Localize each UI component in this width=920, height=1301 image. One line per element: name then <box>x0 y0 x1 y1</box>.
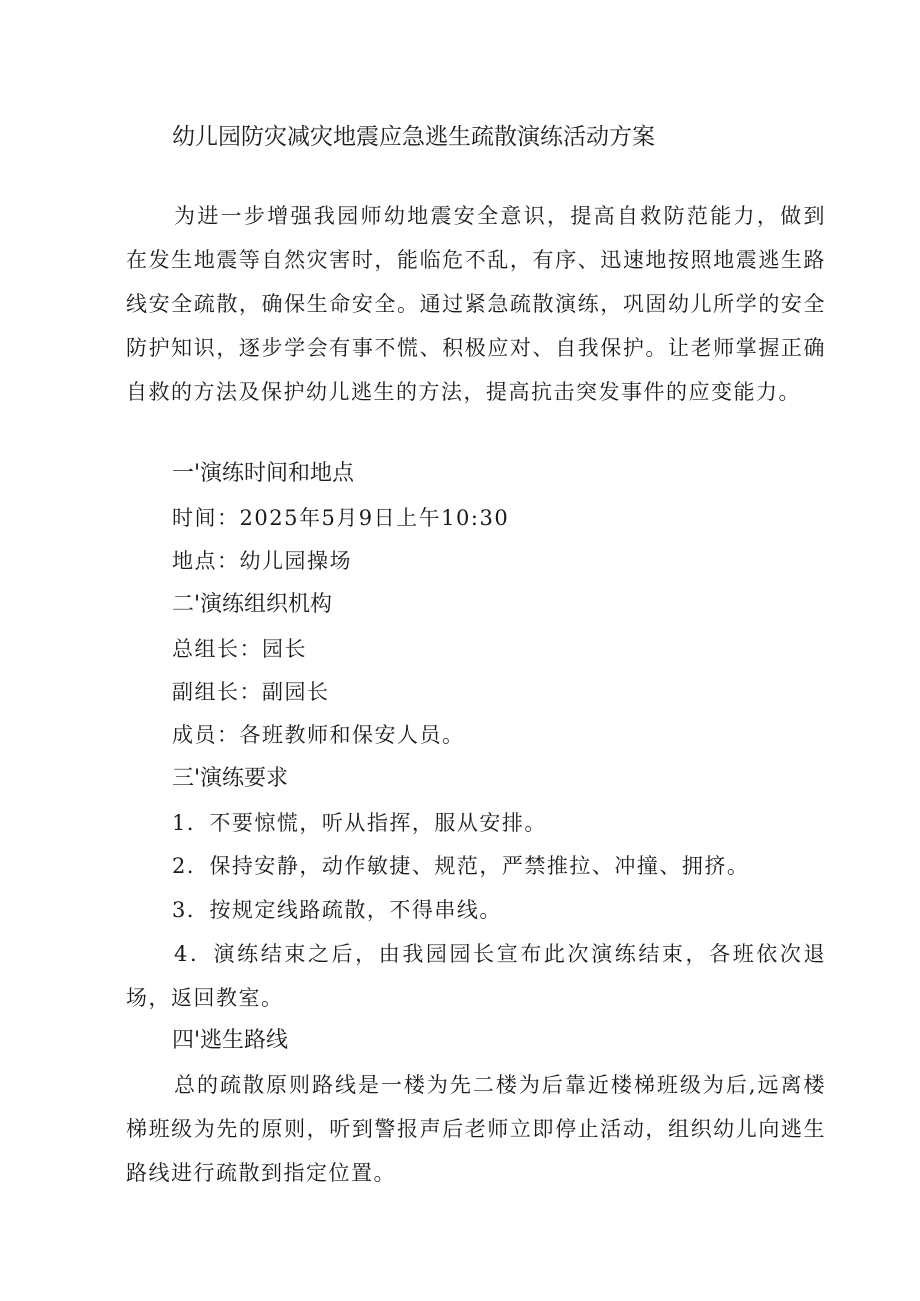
requirement-item-4: 4．演练结束之后，由我园园长宣布此次演练结束，各班依次退场，返回教室。 <box>126 942 826 1010</box>
section-heading-time-place: 一'演练时间和地点 <box>172 461 355 486</box>
members: 成员：各班教师和保安人员。 <box>172 723 465 747</box>
drill-place: 地点：幼儿园操场 <box>172 549 352 573</box>
escape-route-paragraph: 总的疏散原则路线是一楼为先二楼为后靠近楼梯班级为后,远离楼梯班级为先的原则，听到警报声后老师立即停止活动，组织幼儿向逃生路线进行疏散到指定位置。 <box>126 1073 826 1185</box>
section-heading-requirements: 三'演练要求 <box>172 766 289 791</box>
requirement-item-2: 2．保持安静，动作敏捷、规范，严禁推拉、冲撞、拥挤。 <box>172 854 750 878</box>
section-heading-organization: 二'演练组织机构 <box>172 592 333 617</box>
deputy-leader: 副组长：副园长 <box>172 680 330 704</box>
section-heading-escape-route: 四'逃生路线 <box>172 1028 289 1053</box>
requirement-item-1: 1．不要惊慌，听从指挥，服从安排。 <box>172 811 547 835</box>
intro-paragraph: 为进一步增强我园师幼地震安全意识，提高自救防范能力，做到在发生地震等自然灾害时，能临危不乱，有序、迅速地按照地震逃生路线安全疏散，确保生命安全。通过紧急疏散演练，巩固幼儿所学的安全防护知识，逐步学会有事不慌、积极应对、自我保护。让老师掌握正确自救的方法及保护幼儿逃生的方法，提高抗击突发事件的应变能力。 <box>126 204 826 404</box>
document-title: 幼儿园防灾减灾地震应急逃生疏散演练活动方案 <box>172 124 655 150</box>
requirement-item-3: 3．按规定线路疏散，不得串线。 <box>172 898 502 922</box>
drill-time: 时间：2025年5月9日上午10:30 <box>172 506 510 530</box>
chief-leader: 总组长：园长 <box>172 637 307 661</box>
